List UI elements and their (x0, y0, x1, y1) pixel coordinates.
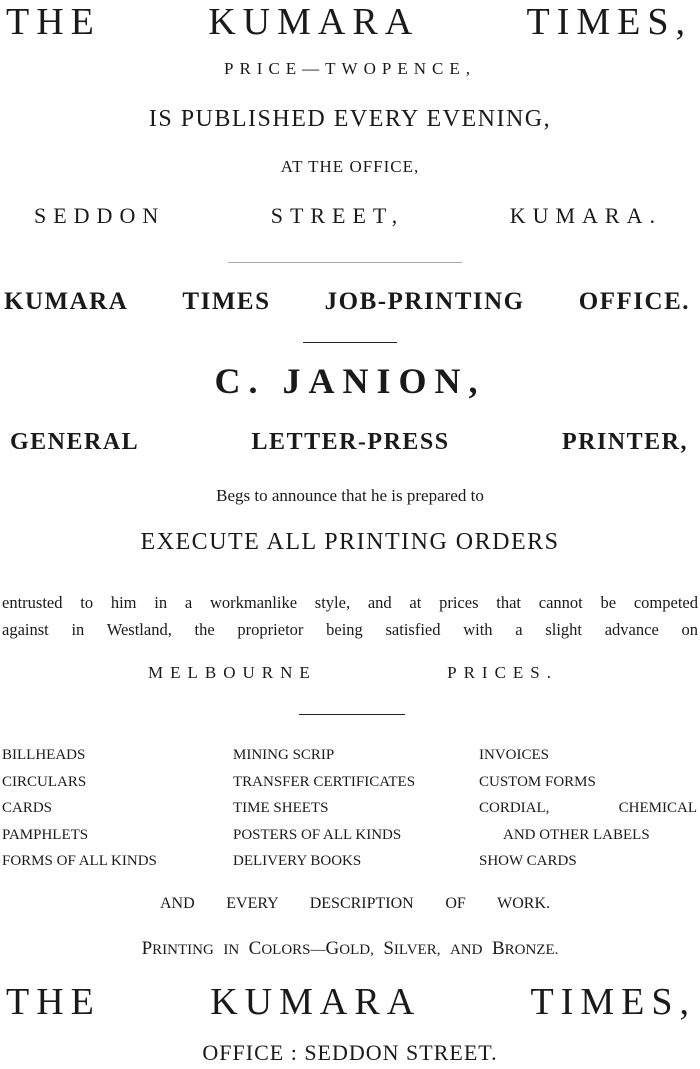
service-item: BILLHEADS (2, 747, 86, 763)
colors-word: GOLD, (325, 938, 374, 959)
body-line-1: entrusted to him in a workmanlike style, and at prices that cannot be competed (2, 593, 698, 612)
trade-heading (0, 429, 700, 456)
colors-word: AND (449, 942, 483, 958)
execute-line: EXECUTE ALL PRINTING ORDERS (140, 529, 560, 555)
service-item: INVOICES (479, 747, 549, 763)
colors-word: PRINTING (141, 938, 214, 959)
service-item: MINING SCRIP (233, 747, 335, 763)
service-item: AND OTHER LABELS (503, 826, 650, 843)
service-item: POSTERS OF ALL KINDS (233, 826, 402, 843)
address-word: SEDDON (34, 203, 166, 228)
printer-name: C. JANION, (214, 361, 486, 401)
melbourne-word: MELBOURNE (148, 663, 317, 682)
services-column-3 (479, 742, 697, 875)
masthead-title (0, 2, 700, 42)
services-column-2 (233, 742, 473, 875)
colors-word: COLORS— (248, 938, 326, 959)
job-office-word: JOB-PRINTING (324, 288, 525, 315)
footer-word: KUMARA (210, 981, 422, 1023)
divider-rule (299, 714, 405, 715)
trade-word: LETTER-PRESS (251, 429, 450, 455)
announce-line: Begs to announce that he is prepared to (216, 486, 484, 505)
every-description-line: AND EVERY DESCRIPTION OF WORK. (160, 895, 550, 912)
address-line (0, 203, 700, 229)
service-item: CORDIAL, CHEMICAL (479, 800, 697, 816)
job-office-word: KUMARA (4, 288, 129, 315)
service-item: FORMS OF ALL KINDS (2, 853, 157, 869)
address-word: KUMARA. (509, 203, 662, 228)
price-line: PRICE—TWOPENCE, (224, 59, 476, 78)
trade-word: PRINTER, (561, 429, 688, 455)
masthead-word: KUMARA (208, 1, 420, 43)
colors-word: BRONZE. (491, 938, 559, 959)
trade-word: GENERAL (10, 429, 140, 455)
footer-word: TIMES, (530, 981, 696, 1023)
service-item: TIME SHEETS (233, 800, 329, 816)
service-item: DELIVERY BOOKS (233, 853, 362, 869)
colors-line (0, 938, 700, 960)
divider-rule (303, 342, 397, 343)
footer-word: THE (6, 981, 101, 1023)
masthead-word: THE (6, 1, 101, 43)
footer-title (0, 982, 700, 1022)
services-column-1 (2, 742, 227, 875)
address-word: STREET, (270, 203, 405, 228)
footer-office: OFFICE : SEDDON STREET. (202, 1040, 498, 1065)
service-item: SHOW CARDS (479, 853, 577, 869)
service-item: PAMPHLETS (2, 826, 89, 843)
colors-word: SILVER, (383, 938, 441, 959)
divider-rule (228, 262, 462, 263)
melbourne-word: PRICES. (447, 663, 558, 682)
masthead-word: TIMES, (526, 1, 692, 43)
service-item: CIRCULARS (2, 773, 87, 790)
service-item: CUSTOM FORMS (479, 773, 596, 790)
service-item: CARDS (2, 800, 53, 816)
body-line-2: against in Westland, the proprietor being satisfied with a slight advance on (2, 620, 698, 639)
job-office-heading (0, 288, 700, 316)
service-item: TRANSFER CERTIFICATES (233, 773, 416, 790)
at-office-line: AT THE OFFICE, (280, 157, 420, 176)
job-office-word: TIMES (182, 288, 271, 315)
colors-word: IN (223, 942, 240, 958)
melbourne-prices (148, 663, 558, 683)
job-office-word: OFFICE. (578, 288, 690, 315)
published-line: IS PUBLISHED EVERY EVENING, (148, 106, 552, 132)
